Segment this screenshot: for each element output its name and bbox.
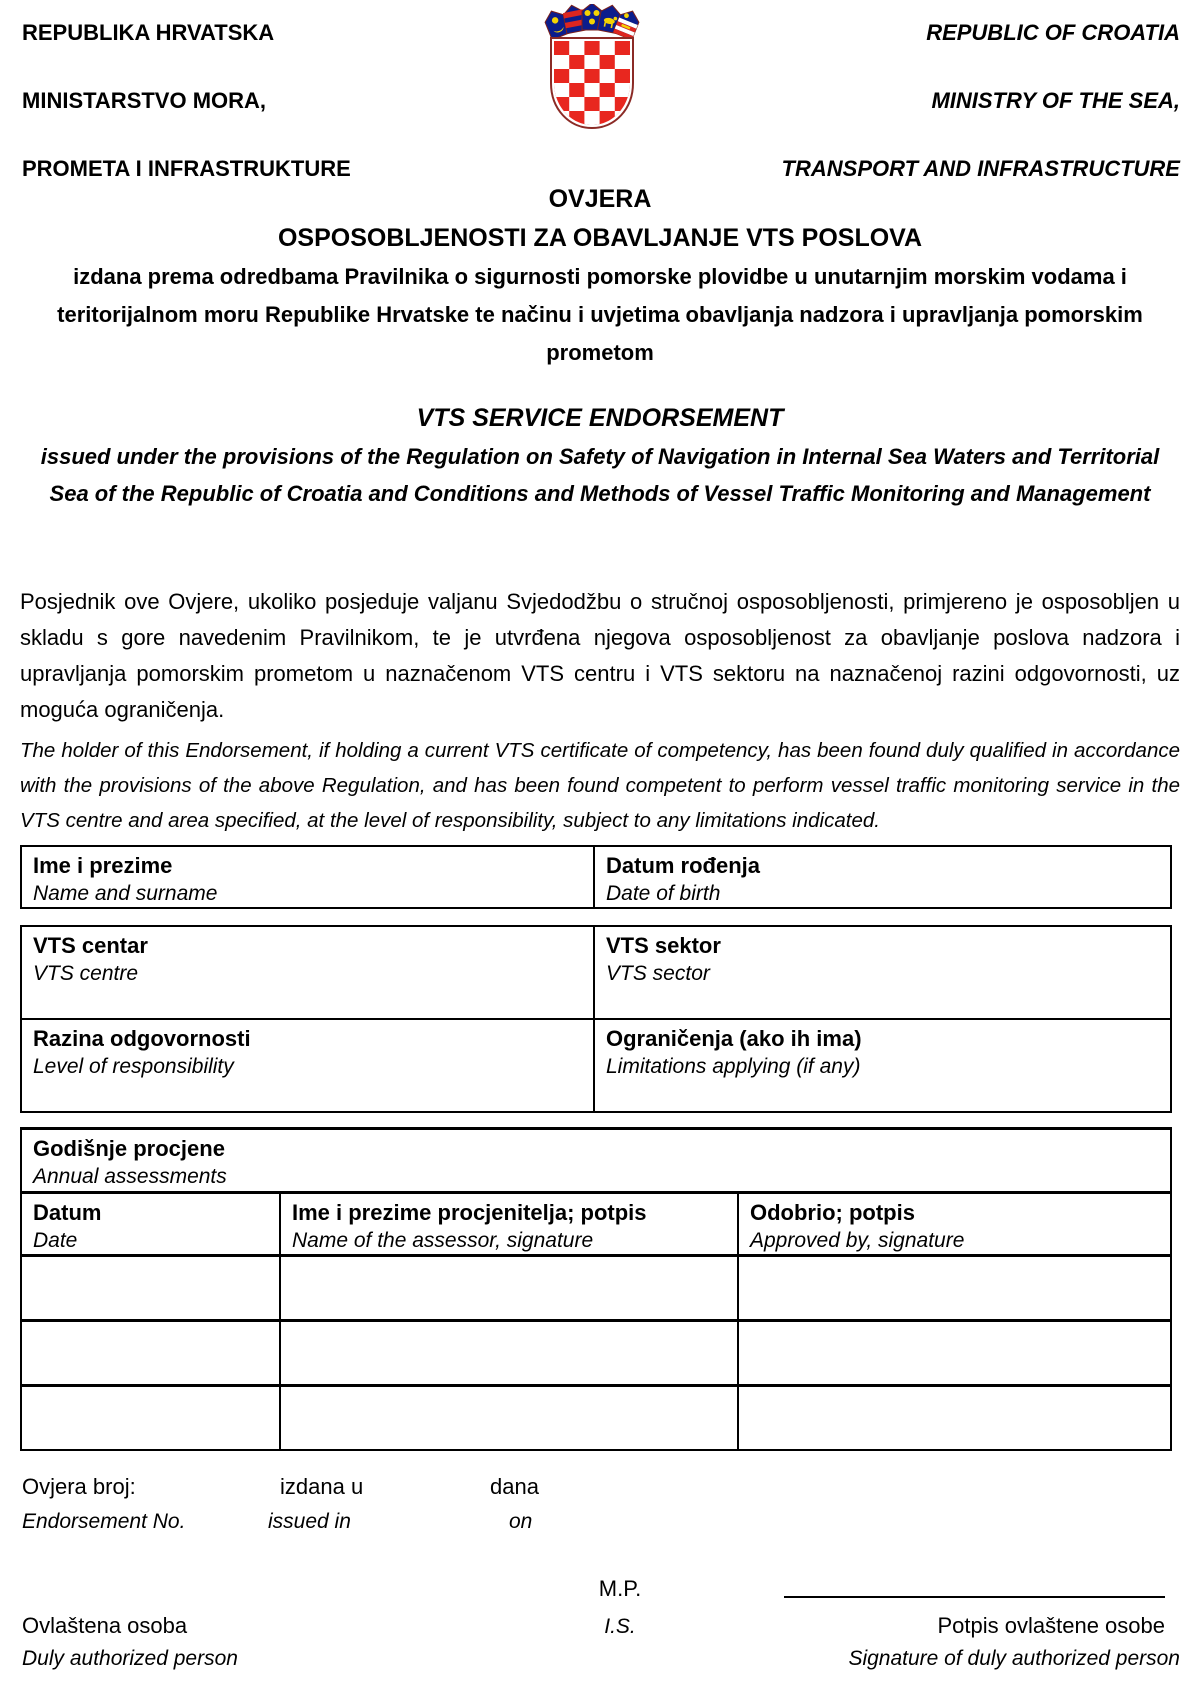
assessment-empty-row-3 [21, 1386, 1171, 1451]
issued-in-label-hr: izdana u [280, 1474, 364, 1499]
authority-line-hr-1: REPUBLIKA HRVATSKA [22, 20, 275, 45]
field-vts-centre-cell [21, 926, 594, 1019]
field-level-cell [21, 1019, 594, 1112]
col-assessor-label-hr: Ime i prezime procjenitelja; potpis [292, 1200, 647, 1225]
field-level-label-hr: Razina odgovornosti [33, 1026, 251, 1051]
col-assessor-label-en: Name of the assessor, signature [292, 1229, 594, 1252]
assessment-empty-cell [738, 1256, 1171, 1321]
authority-line-hr-3: PROMETA I INFRASTRUKTURE [22, 156, 351, 181]
assessment-empty-cell [280, 1386, 738, 1451]
field-dob-label-hr: Datum rođenja [606, 853, 761, 878]
assessment-empty-cell [280, 1321, 738, 1386]
personal-data-table [20, 845, 1172, 909]
assessment-empty-cell [738, 1321, 1171, 1386]
body-paragraph-hr: Posjednik ove Ovjere, ukoliko posjeduje valjanu Svjedodžbu o stručnoj osposobljenosti, primjereno je osposobljen u skladu s gore navedenim Pravilnikom, te je utvrđena njegova osposobljenost za obavljanje poslova nadzora i upravljanja pomorskim prometom u naznačenom VTS centru i VTS sektoru na naznačenoj razini odgovornosti, uz moguća ograničenja. [20, 589, 1180, 722]
authorized-person-label-en: Duly authorized person [22, 1647, 238, 1670]
issuing-authority-en [782, 16, 1180, 186]
authority-line-en-3: TRANSPORT AND INFRASTRUCTURE [781, 156, 1180, 181]
assessments-title-hr: Godišnje procjene [33, 1136, 225, 1161]
assessment-empty-cell [21, 1321, 280, 1386]
document-title-hr [20, 180, 1180, 372]
endorsement-no-label-en: Endorsement No. [22, 1510, 186, 1533]
croatia-coat-of-arms-icon [544, 4, 640, 132]
field-name-label-hr: Ime i prezime [33, 853, 173, 878]
field-vts-centre-label-en: VTS centre [33, 962, 139, 985]
field-name-label-en: Name and surname [33, 882, 218, 905]
field-vts-sector-label-hr: VTS sektor [606, 933, 721, 958]
assessments-col-date-header [21, 1193, 280, 1256]
issued-on-label-en: on [509, 1510, 533, 1533]
field-dob-label-en: Date of birth [606, 882, 721, 905]
signature-label-hr: Potpis ovlaštene osobe [937, 1613, 1165, 1638]
assessments-title-en: Annual assessments [33, 1165, 227, 1188]
field-dob-cell [594, 846, 1171, 908]
assessments-col-assessor-header [280, 1193, 738, 1256]
assessment-empty-cell [738, 1386, 1171, 1451]
endorsement-no-label-hr: Ovjera broj: [22, 1474, 136, 1499]
field-limitations-label-hr: Ograničenja (ako ih ima) [606, 1026, 862, 1051]
seal-placeholder-hr: M.P. [598, 1576, 642, 1601]
document-title-en [20, 399, 1180, 512]
body-paragraph-en: The holder of this Endorsement, if holding a current VTS certificate of competency, has been found duly qualified in accordance with the provisions of the above Regulation, and has been found competent to perform vessel traffic monitoring service in the VTS centre and area specified, at the level of responsibility, subject to any limitations indicated. [20, 739, 1180, 832]
issued-on-label-hr: dana [490, 1474, 539, 1499]
issued-in-label-en: issued in [268, 1510, 351, 1533]
authorized-person-label-hr: Ovlaštena osoba [22, 1613, 188, 1638]
assessment-empty-row-1 [21, 1256, 1171, 1321]
signature-line [784, 1596, 1165, 1598]
col-approved-label-hr: Odobrio; potpis [750, 1200, 915, 1225]
col-date-label-hr: Datum [33, 1200, 102, 1225]
field-vts-centre-label-hr: VTS centar [33, 933, 148, 958]
vts-assignment-table [20, 925, 1172, 1113]
col-approved-label-en: Approved by, signature [750, 1229, 965, 1252]
annual-assessments-table [20, 1127, 1172, 1451]
field-limitations-cell [594, 1019, 1171, 1112]
title-hr-line2: OSPOSOBLJENOSTI ZA OBAVLJANJE VTS POSLOVA [277, 224, 923, 252]
col-date-label-en: Date [33, 1229, 78, 1252]
issuing-authority-hr [22, 16, 351, 186]
assessment-empty-cell [21, 1256, 280, 1321]
assessments-col-approved-header [738, 1193, 1171, 1256]
assessment-empty-cell [280, 1256, 738, 1321]
field-limitations-label-en: Limitations applying (if any) [606, 1055, 861, 1078]
assessment-empty-cell [21, 1386, 280, 1451]
signature-label-en: Signature of duly authorized person [848, 1647, 1180, 1670]
field-vts-sector-label-en: VTS sector [606, 962, 710, 985]
assessments-title-cell [21, 1129, 1171, 1193]
title-hr-subtitle: izdana prema odredbama Pravilnika o sigurnosti pomorske plovidbe u unutarnjim morskim vodama i teritorijalnom moru Republike Hrvatske te načinu i uvjetima obavljanja nadzora i upravljanja pomorskim prometom [57, 264, 1143, 365]
authority-line-en-1: REPUBLIC OF CROATIA [926, 20, 1180, 45]
title-hr-line1: OVJERA [548, 185, 652, 213]
field-vts-sector-cell [594, 926, 1171, 1019]
field-level-label-en: Level of responsibility [33, 1055, 234, 1078]
field-name-cell [21, 846, 594, 908]
authority-line-hr-2: MINISTARSTVO MORA, [22, 88, 267, 113]
assessment-empty-row-2 [21, 1321, 1171, 1386]
seal-placeholder-en: I.S. [604, 1615, 636, 1638]
authority-line-en-2: MINISTRY OF THE SEA, [931, 88, 1180, 113]
title-en-heading: VTS SERVICE ENDORSEMENT [416, 404, 784, 432]
title-en-subtitle: issued under the provisions of the Regulation on Safety of Navigation in Internal Sea Waters and Territorial Sea of the Republic of Croatia and Conditions and Methods of Vessel Traffic Monitoring and Management [40, 444, 1160, 506]
